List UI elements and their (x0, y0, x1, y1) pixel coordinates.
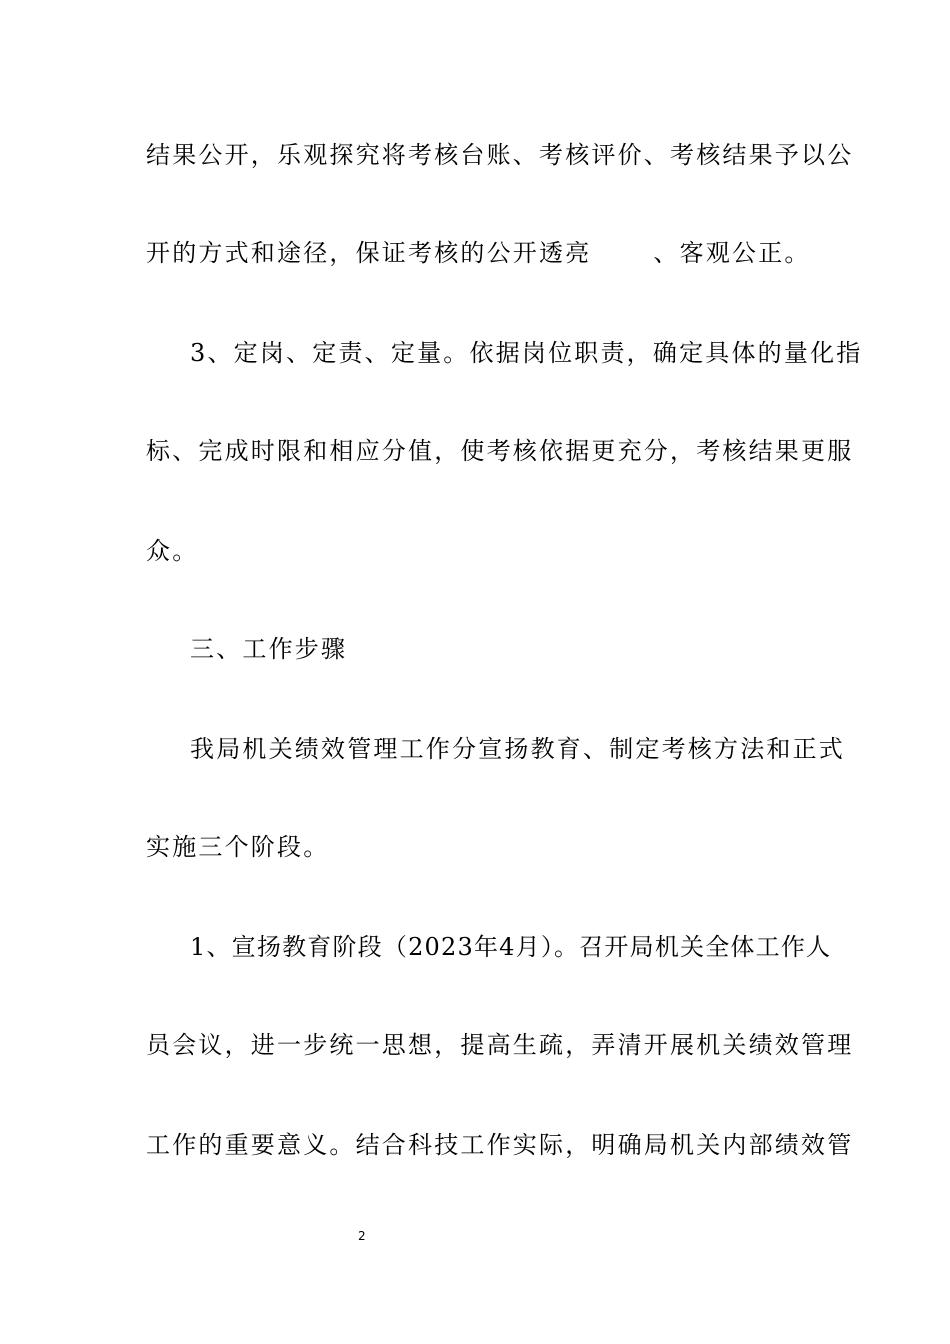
text-line: 1、宣扬教育阶段（2023年4月）。召开局机关全体工作人 (190, 933, 832, 961)
text-line: 众。 (146, 537, 199, 565)
page-number: 2 (358, 1229, 366, 1243)
text-line: 工作的重要意义。结合科技工作实际，明确局机关内部绩效管 (146, 1131, 854, 1159)
text-line: 结果公开，乐观探究将考核台账、考核评价、考核结果予以公 (146, 141, 854, 169)
text-line: 标、完成时限和相应分值，使考核依据更充分，考核结果更服 (146, 437, 854, 465)
text-line: 我局机关绩效管理工作分宣扬教育、制定考核方法和正式 (190, 735, 845, 763)
text-line (146, 238, 811, 268)
text-line: 实施三个阶段。 (146, 833, 330, 861)
text-fragment: 开的方式和途径，保证考核的公开透亮 (146, 239, 592, 267)
text-line: 员会议，进一步统一思想，提高生疏，弄清开展机关绩效管理 (146, 1031, 854, 1059)
text-fragment: 、客观公正。 (653, 239, 811, 267)
section-heading: 三、工作步骤 (190, 635, 348, 663)
text-line: 3、定岗、定责、定量。依据岗位职责，确定具体的量化指 (190, 339, 863, 367)
